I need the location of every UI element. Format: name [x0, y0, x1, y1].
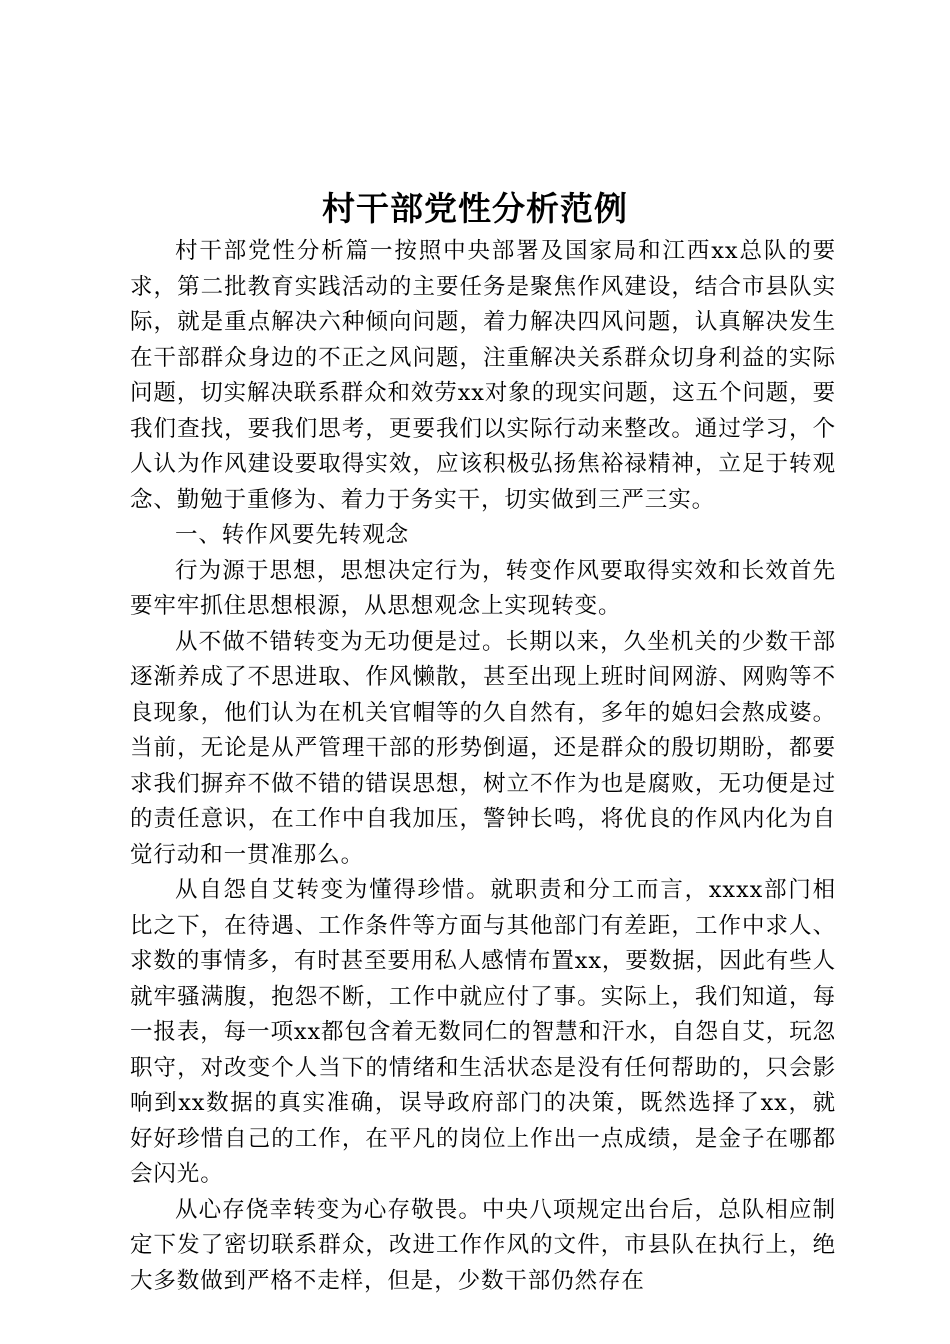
document-title: 村干部党性分析范例 — [322, 189, 628, 228]
paragraph: 从不做不错转变为无功便是过。长期以来，久坐机关的少数干部逐渐养成了不思进取、作风懒散，甚至出现上班时间网游、网购等不良现象，他们认为在机关官帽等的久自然有，多年的媳妇会熬成婆。当前，无论是从严管理干部的形势倒逼，还是群众的殷切期盼，都要求我们摒弃不做不错的错误思想，树立不作为也是腐败，无功便是过的责任意识，在工作中自我加压，警钟长鸣，将优良的作风内化为自觉行动和一贯准那么。 — [130, 628, 836, 868]
paragraph-intro: 村干部党性分析篇一按照中央部署及国家局和江西xx总队的要求，第二批教育实践活动的主要任务是聚焦作风建设，结合市县队实际，就是重点解决六种倾向问题，着力解决四风问题，认真解决发生在干部群众身边的不正之风问题，注重解决关系群众切身利益的实际问题，切实解决联系群众和效劳xx对象的现实问题，这五个问题，要我们查找，要我们思考，更要我们以实际行动来整改。通过学习，个人认为作风建设要取得实效，应该积极弘扬焦裕禄精神，立足于转观念、勤勉于重修为、着力于务实干，切实做到三严三实。 — [130, 238, 836, 513]
section-heading: 一、转作风要先转观念 — [175, 522, 410, 548]
paragraph: 从心存侥幸转变为心存敬畏。中央八项规定出台后，总队相应制定下发了密切联系群众，改进工作作风的文件，市县队在执行上，绝大多数做到严格不走样，但是，少数干部仍然存在 — [130, 1196, 836, 1294]
document-body — [130, 234, 836, 1299]
paragraph: 行为源于思想，思想决定行为，转变作风要取得实效和长效首先要牢牢抓住思想根源，从思想观念上实现转变。 — [130, 557, 836, 619]
paragraph: 从自怨自艾转变为懂得珍惜。就职责和分工而言，xxxx部门相比之下，在待遇、工作条件等方面与其他部门有差距，工作中求人、求数的事情多，有时甚至要用私人感情布置xx，要数据，因此有些人就牢骚满腹，抱怨不断，工作中就应付了事。实际上，我们知道，每一报表，每一项xx都包含着无数同仁的智慧和汗水，自怨自艾，玩忽职守，对改变个人当下的情绪和生活状态是没有任何帮助的，只会影响到xx数据的真实准确，误导政府部门的决策，既然选择了xx，就好好珍惜自己的工作，在平凡的岗位上作出一点成绩，是金子在哪都会闪光。 — [130, 877, 836, 1187]
